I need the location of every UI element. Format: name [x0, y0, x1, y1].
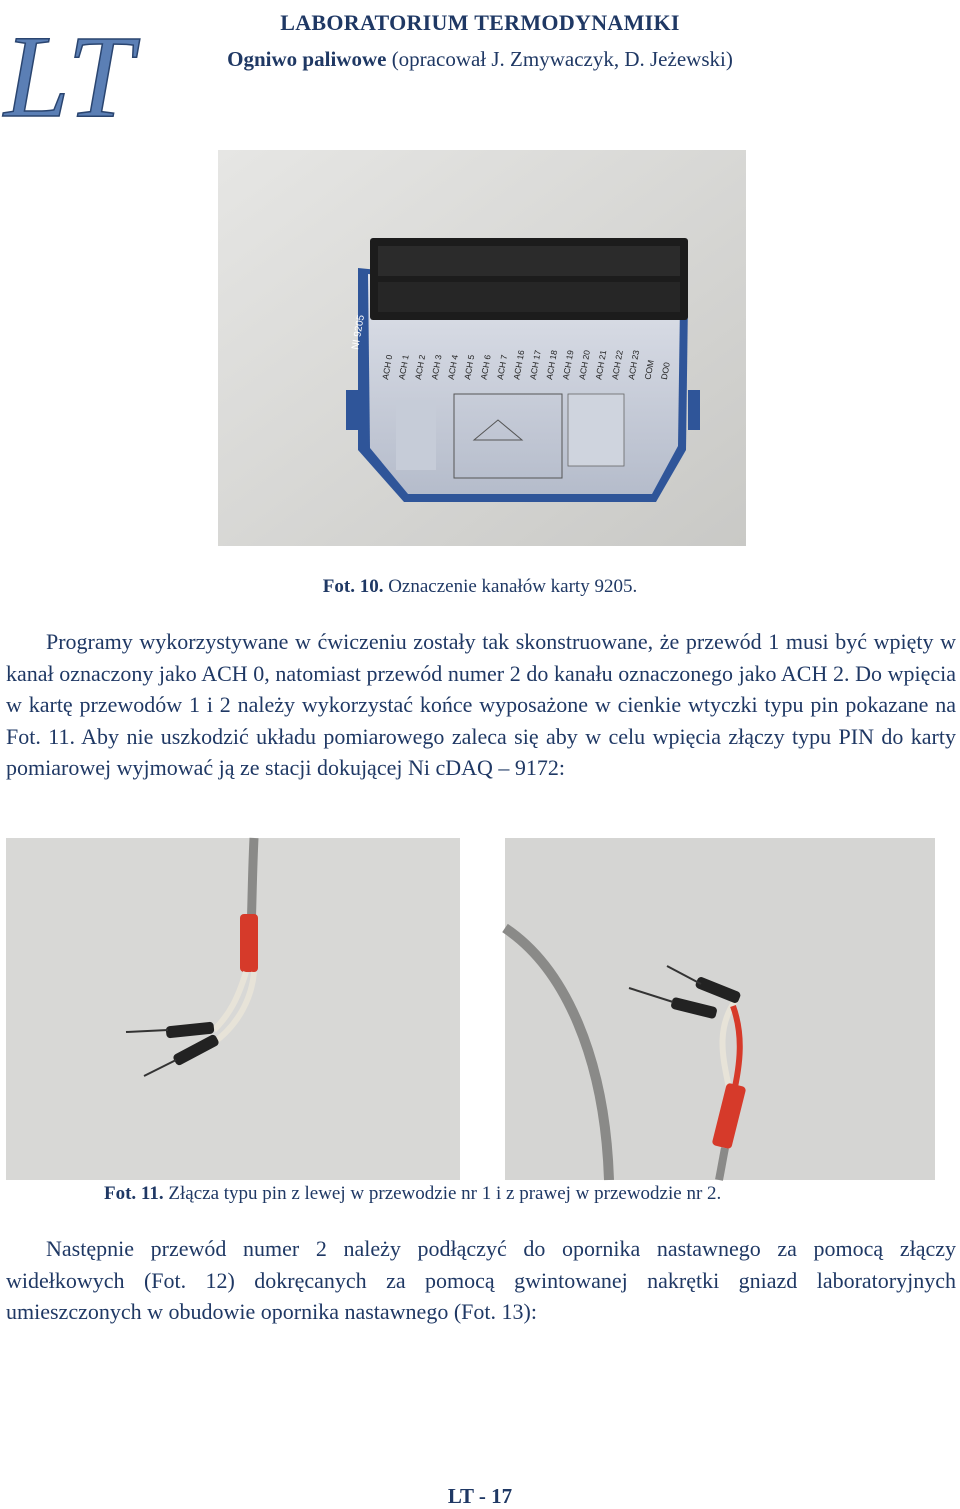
subtitle-authors: (opracował J. Zmywaczyk, D. Jeżewski)	[386, 47, 733, 71]
lab-title: LABORATORIUM TERMODYNAMIKI	[280, 10, 680, 35]
channel-label: ACH 6	[478, 353, 493, 381]
photo-pin-cable-1	[6, 838, 460, 1180]
paragraph-connection-text: Następnie przewód numer 2 należy podłączyć do opornika nastawnego za pomocą złączy widełkowych (Fot. 12) dokręcanych za pomocą gwintowanej nakrętki gniazd laboratoryjnych umieszczonych w obudowie opornika nastawnego (Fot. 13):	[6, 1236, 956, 1324]
paragraph-channels-text: Programy wykorzystywane w ćwiczeniu zostały tak skonstruowane, że przewód 1 musi być wpięty w kanał oznaczony jako ACH 0, natomiast przewód numer 2 do kanału oznaczonego jako ACH 2. Do wpięcia w kartę przewodów 1 i 2 należy wykorzystać końce wyposażone w cienkie wtyczki typu pin pokazane na Fot. 11. Aby nie uszkodzić układu pomiarowego zaleca się aby w celu wpięcia złączy typu PIN do karty pomiarowej wyjmować ją ze stacji dokującej Ni cDAQ – 9172:	[6, 629, 956, 780]
caption-fot10-label: Fot. 10.	[322, 576, 384, 597]
lab-subtitle	[0, 47, 960, 72]
page-number: LT - 17	[447, 1484, 513, 1508]
channel-label: ACH 21	[593, 349, 609, 381]
subtitle-topic: Ogniwo paliwowe	[227, 47, 387, 71]
channel-label: ACH 0	[380, 353, 395, 381]
channel-label: ACH 22	[609, 349, 625, 381]
channel-label: ACH 20	[576, 349, 592, 381]
module-label: NI 9205	[350, 314, 368, 351]
channel-label: DO0	[658, 361, 672, 381]
channel-label: ACH 16	[511, 349, 527, 381]
photo-pin-cable-2	[505, 838, 935, 1180]
caption-fot10	[0, 576, 960, 598]
channel-label: ACH 4	[445, 353, 460, 381]
channel-label: ACH 1	[396, 353, 411, 381]
channel-label: ACH 23	[626, 349, 642, 381]
paragraph-connection	[6, 1233, 956, 1328]
caption-fot11	[104, 1183, 721, 1205]
channel-label: ACH 19	[560, 349, 576, 381]
logo-letter-l: LT	[4, 11, 133, 142]
channel-label: ACH 3	[429, 353, 444, 381]
paragraph-channels	[6, 626, 956, 784]
channel-label: ACH 5	[462, 353, 477, 381]
photo-ni9205-module	[218, 150, 746, 546]
caption-fot10-text: Oznaczenie kanałów karty 9205.	[383, 576, 638, 597]
channel-label: ACH 17	[527, 349, 543, 381]
caption-fot11-text: Złącza typu pin z lewej w przewodzie nr 1 i z prawej w przewodzie nr 2.	[163, 1183, 722, 1204]
channel-label: ACH 7	[494, 353, 510, 381]
channel-label: ACH 2	[412, 353, 428, 381]
caption-fot11-label: Fot. 11.	[104, 1183, 164, 1204]
red-sleeve	[240, 914, 258, 972]
channel-label: COM	[642, 359, 656, 381]
channel-label: ACH 18	[544, 349, 560, 381]
